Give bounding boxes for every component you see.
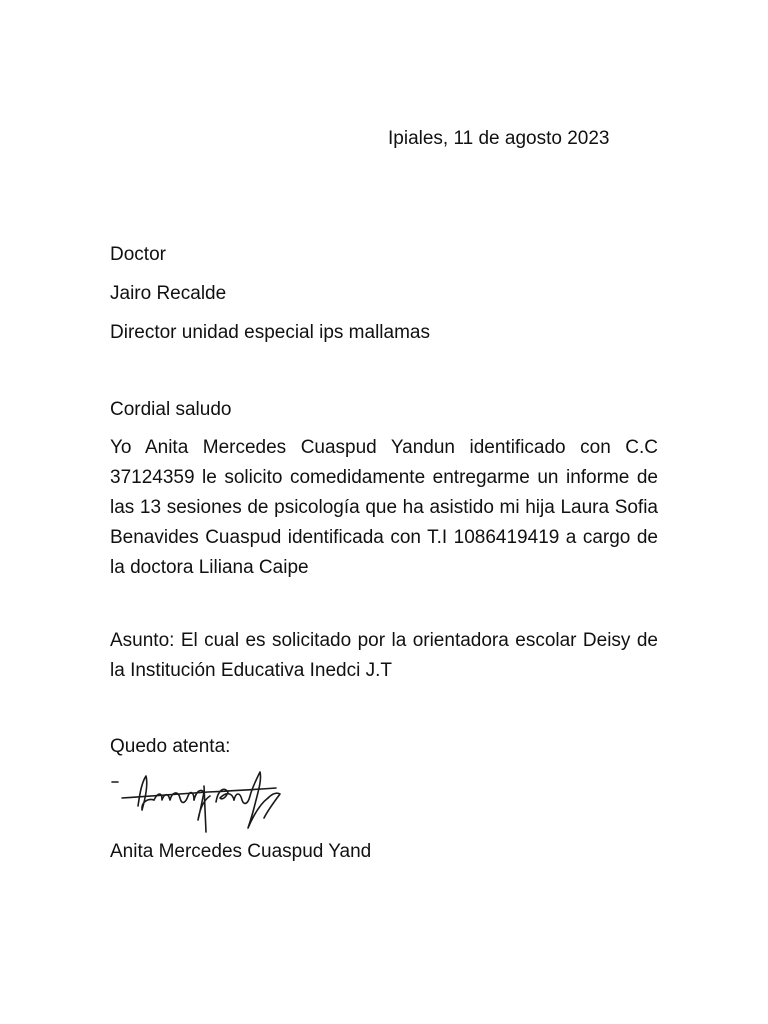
recipient-title: Doctor <box>110 244 166 265</box>
recipient-position: Director unidad especial ips mallamas <box>110 322 430 343</box>
letter-body: Yo Anita Mercedes Cuaspud Yandun identificado con C.C 37124359 le solicito comedidamente entregarme un informe de las 13 sesiones de psicología que ha asistido mi hija Laura Sofia Benavides Cuaspud identificada con T.I 1086419419 a cargo de la doctora Liliana Caipe <box>110 437 658 578</box>
closing-line: Quedo atenta: <box>110 736 231 757</box>
signatory-name: Anita Mercedes Cuaspud Yand <box>110 841 372 862</box>
letter-subject: Asunto: El cual es solicitado por la orientadora escolar Deisy de la Institución Educativa Inedci J.T <box>110 630 658 681</box>
recipient-name: Jairo Recalde <box>110 283 227 304</box>
greeting: Cordial saludo <box>110 399 232 420</box>
date-line: Ipiales, 11 de agosto 2023 <box>388 128 610 149</box>
handwritten-signature <box>108 762 288 834</box>
